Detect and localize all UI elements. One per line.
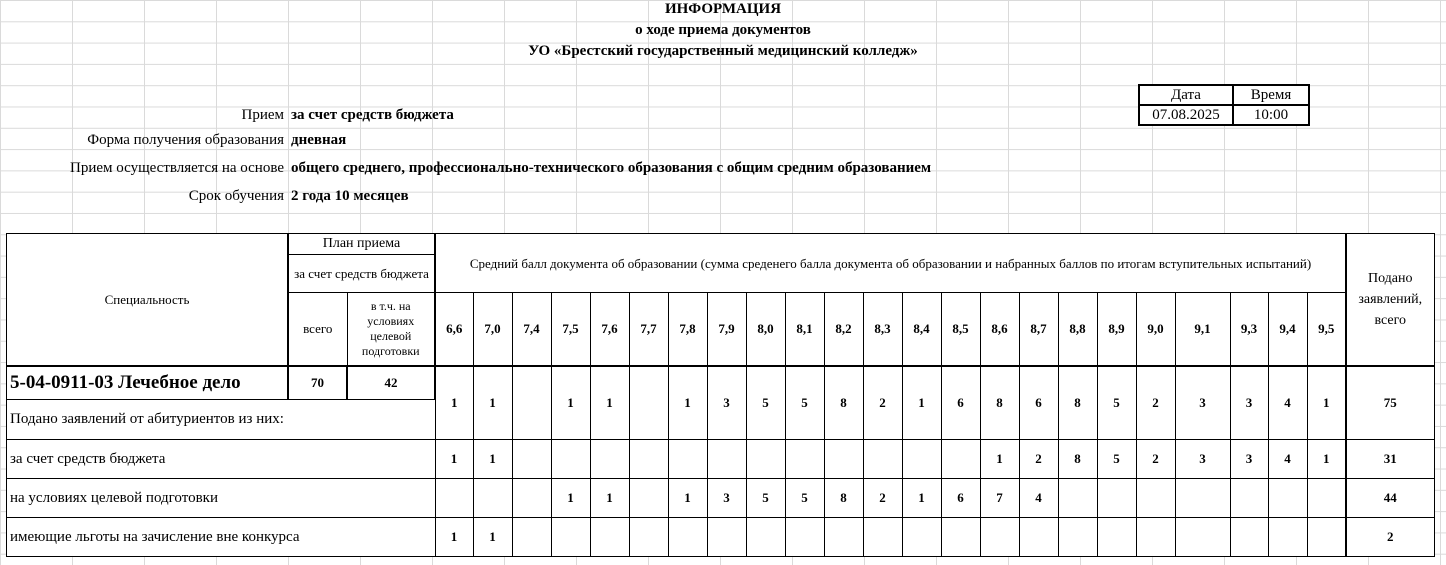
score-cell: 1 <box>590 479 629 518</box>
score-cell <box>902 518 941 557</box>
score-cell: 3 <box>707 366 746 440</box>
score-cell: 6 <box>941 479 980 518</box>
score-cell: 1 <box>668 366 707 440</box>
score-column-header: 8,1 <box>785 293 824 366</box>
score-column-header: 8,4 <box>902 293 941 366</box>
score-cell <box>824 518 863 557</box>
score-cell <box>512 479 551 518</box>
score-cell <box>941 440 980 479</box>
score-cell <box>746 518 785 557</box>
score-cell <box>473 479 512 518</box>
score-column-header: 8,8 <box>1058 293 1097 366</box>
score-cell: 5 <box>1097 440 1136 479</box>
score-cell <box>707 440 746 479</box>
score-cell: 5 <box>1097 366 1136 440</box>
info-value-basis: общего среднего, профессионально-технического образования с общим средним образованием <box>291 160 932 176</box>
score-cell: 8 <box>1058 366 1097 440</box>
score-cell <box>1097 479 1136 518</box>
score-cell <box>1307 518 1346 557</box>
score-cell <box>1175 518 1230 557</box>
score-column-header: 8,5 <box>941 293 980 366</box>
score-cell <box>629 479 668 518</box>
score-cell: 6 <box>1019 366 1058 440</box>
score-cell: 1 <box>1307 440 1346 479</box>
score-column-header: 9,1 <box>1175 293 1230 366</box>
score-cell: 1 <box>1307 366 1346 440</box>
score-cell: 1 <box>473 366 512 440</box>
score-cell <box>551 440 590 479</box>
score-cell: 1 <box>590 366 629 440</box>
row-label-budget: за счет средств бюджета <box>7 440 436 479</box>
score-cell: 5 <box>785 366 824 440</box>
score-cell: 1 <box>551 479 590 518</box>
info-label-admission: Прием <box>241 107 284 123</box>
score-column-header: 6,6 <box>435 293 473 366</box>
time-value: 10:00 <box>1233 105 1309 125</box>
info-value-duration: 2 года 10 месяцев <box>291 188 409 204</box>
score-cell: 2 <box>1136 366 1175 440</box>
plan-total-value: 70 <box>288 366 347 400</box>
score-cell <box>668 440 707 479</box>
admission-table <box>6 233 1435 557</box>
score-cell: 1 <box>473 518 512 557</box>
score-cell: 2 <box>1136 440 1175 479</box>
score-cell <box>435 479 473 518</box>
info-label-form: Форма получения образования <box>87 132 284 148</box>
plan-target-header: в т.ч. на условиях целевой подготовки <box>347 293 435 366</box>
score-column-header: 7,8 <box>668 293 707 366</box>
score-column-header: 9,4 <box>1268 293 1307 366</box>
specialty-name: 5-04-0911-03 Лечебное дело <box>7 366 289 400</box>
score-column-header: 8,7 <box>1019 293 1058 366</box>
title-line-1: ИНФОРМАЦИЯ <box>664 1 782 17</box>
score-cell: 3 <box>1175 366 1230 440</box>
score-cell <box>863 440 902 479</box>
score-cell <box>1307 479 1346 518</box>
score-cell <box>941 518 980 557</box>
score-cell <box>980 518 1019 557</box>
score-cell <box>746 440 785 479</box>
score-cell <box>785 440 824 479</box>
score-column-header: 9,3 <box>1230 293 1268 366</box>
score-cell <box>629 440 668 479</box>
scores-header: Средний балл документа об образовании (сумма среденего балла документа об образовании и набранных баллов по итогам вступительных испытаний) <box>435 234 1346 293</box>
score-cell <box>1136 479 1175 518</box>
score-cell: 1 <box>435 518 473 557</box>
score-cell <box>590 518 629 557</box>
score-cell: 8 <box>824 479 863 518</box>
info-label-duration: Срок обучения <box>188 188 284 204</box>
score-cell <box>902 440 941 479</box>
score-cell <box>512 366 551 440</box>
score-cell: 2 <box>1019 440 1058 479</box>
score-cell: 5 <box>746 366 785 440</box>
info-value-admission: за счет средств бюджета <box>291 107 454 123</box>
info-label-basis: Прием осуществляется на основе <box>69 160 284 176</box>
score-column-header: 8,2 <box>824 293 863 366</box>
score-cell: 5 <box>785 479 824 518</box>
total-cell: 44 <box>1346 479 1434 518</box>
score-cell <box>668 518 707 557</box>
title-line-3: УО «Брестский государственный медицинский колледж» <box>528 43 918 59</box>
date-label: Дата <box>1139 85 1233 105</box>
score-cell <box>785 518 824 557</box>
plan-header: План приема <box>288 234 435 255</box>
total-cell: 2 <box>1346 518 1434 557</box>
score-cell <box>629 518 668 557</box>
score-column-header: 8,9 <box>1097 293 1136 366</box>
time-label: Время <box>1233 85 1309 105</box>
score-cell: 3 <box>707 479 746 518</box>
score-cell <box>824 440 863 479</box>
info-value-form: дневная <box>291 132 347 148</box>
score-cell <box>707 518 746 557</box>
row-label-privileges: имеющие льготы на зачисление вне конкурса <box>7 518 436 557</box>
score-cell: 3 <box>1230 366 1268 440</box>
score-cell <box>1268 518 1307 557</box>
score-cell: 5 <box>746 479 785 518</box>
score-column-header: 7,4 <box>512 293 551 366</box>
score-column-header: 8,6 <box>980 293 1019 366</box>
score-column-header: 9,0 <box>1136 293 1175 366</box>
title-line-2: о ходе приема документов <box>635 22 811 38</box>
score-cell <box>551 518 590 557</box>
score-column-header: 9,5 <box>1307 293 1346 366</box>
specialty-header: Специальность <box>7 234 289 366</box>
score-cell <box>1058 479 1097 518</box>
score-cell: 2 <box>863 479 902 518</box>
score-cell: 2 <box>863 366 902 440</box>
date-value: 07.08.2025 <box>1139 105 1233 125</box>
score-cell <box>512 518 551 557</box>
score-cell <box>1175 479 1230 518</box>
plan-target-value: 42 <box>347 366 435 400</box>
total-cell: 31 <box>1346 440 1434 479</box>
total-cell: 75 <box>1346 366 1434 440</box>
score-cell: 1 <box>902 366 941 440</box>
date-time-box <box>1138 84 1310 126</box>
score-cell <box>629 366 668 440</box>
score-column-header: 7,5 <box>551 293 590 366</box>
score-cell: 4 <box>1019 479 1058 518</box>
score-cell <box>1268 479 1307 518</box>
score-cell: 6 <box>941 366 980 440</box>
row-label-submitted: Подано заявлений от абитуриентов из них: <box>7 400 436 440</box>
score-column-header: 7,6 <box>590 293 629 366</box>
score-cell <box>1058 518 1097 557</box>
score-column-header: 7,7 <box>629 293 668 366</box>
score-cell <box>1019 518 1058 557</box>
score-cell: 1 <box>902 479 941 518</box>
score-cell <box>1097 518 1136 557</box>
score-cell <box>1136 518 1175 557</box>
score-cell <box>1230 518 1268 557</box>
score-cell: 1 <box>473 440 512 479</box>
total-header: Подано заявлений, всего <box>1346 234 1434 366</box>
row-label-target: на условиях целевой подготовки <box>7 479 436 518</box>
plan-subheader: за счет средств бюджета <box>288 255 435 293</box>
score-cell: 3 <box>1230 440 1268 479</box>
score-cell: 1 <box>435 440 473 479</box>
score-cell <box>863 518 902 557</box>
score-column-header: 7,9 <box>707 293 746 366</box>
score-column-header: 8,0 <box>746 293 785 366</box>
score-cell: 7 <box>980 479 1019 518</box>
score-cell: 8 <box>1058 440 1097 479</box>
score-cell: 1 <box>980 440 1019 479</box>
score-cell: 1 <box>551 366 590 440</box>
score-cell: 4 <box>1268 366 1307 440</box>
score-cell: 8 <box>824 366 863 440</box>
score-cell: 1 <box>668 479 707 518</box>
score-cell <box>1230 479 1268 518</box>
score-cell <box>512 440 551 479</box>
score-cell <box>590 440 629 479</box>
score-cell: 3 <box>1175 440 1230 479</box>
score-cell: 1 <box>435 366 473 440</box>
plan-total-header: всего <box>288 293 347 366</box>
score-column-header: 8,3 <box>863 293 902 366</box>
score-cell: 4 <box>1268 440 1307 479</box>
score-column-header: 7,0 <box>473 293 512 366</box>
score-cell: 8 <box>980 366 1019 440</box>
